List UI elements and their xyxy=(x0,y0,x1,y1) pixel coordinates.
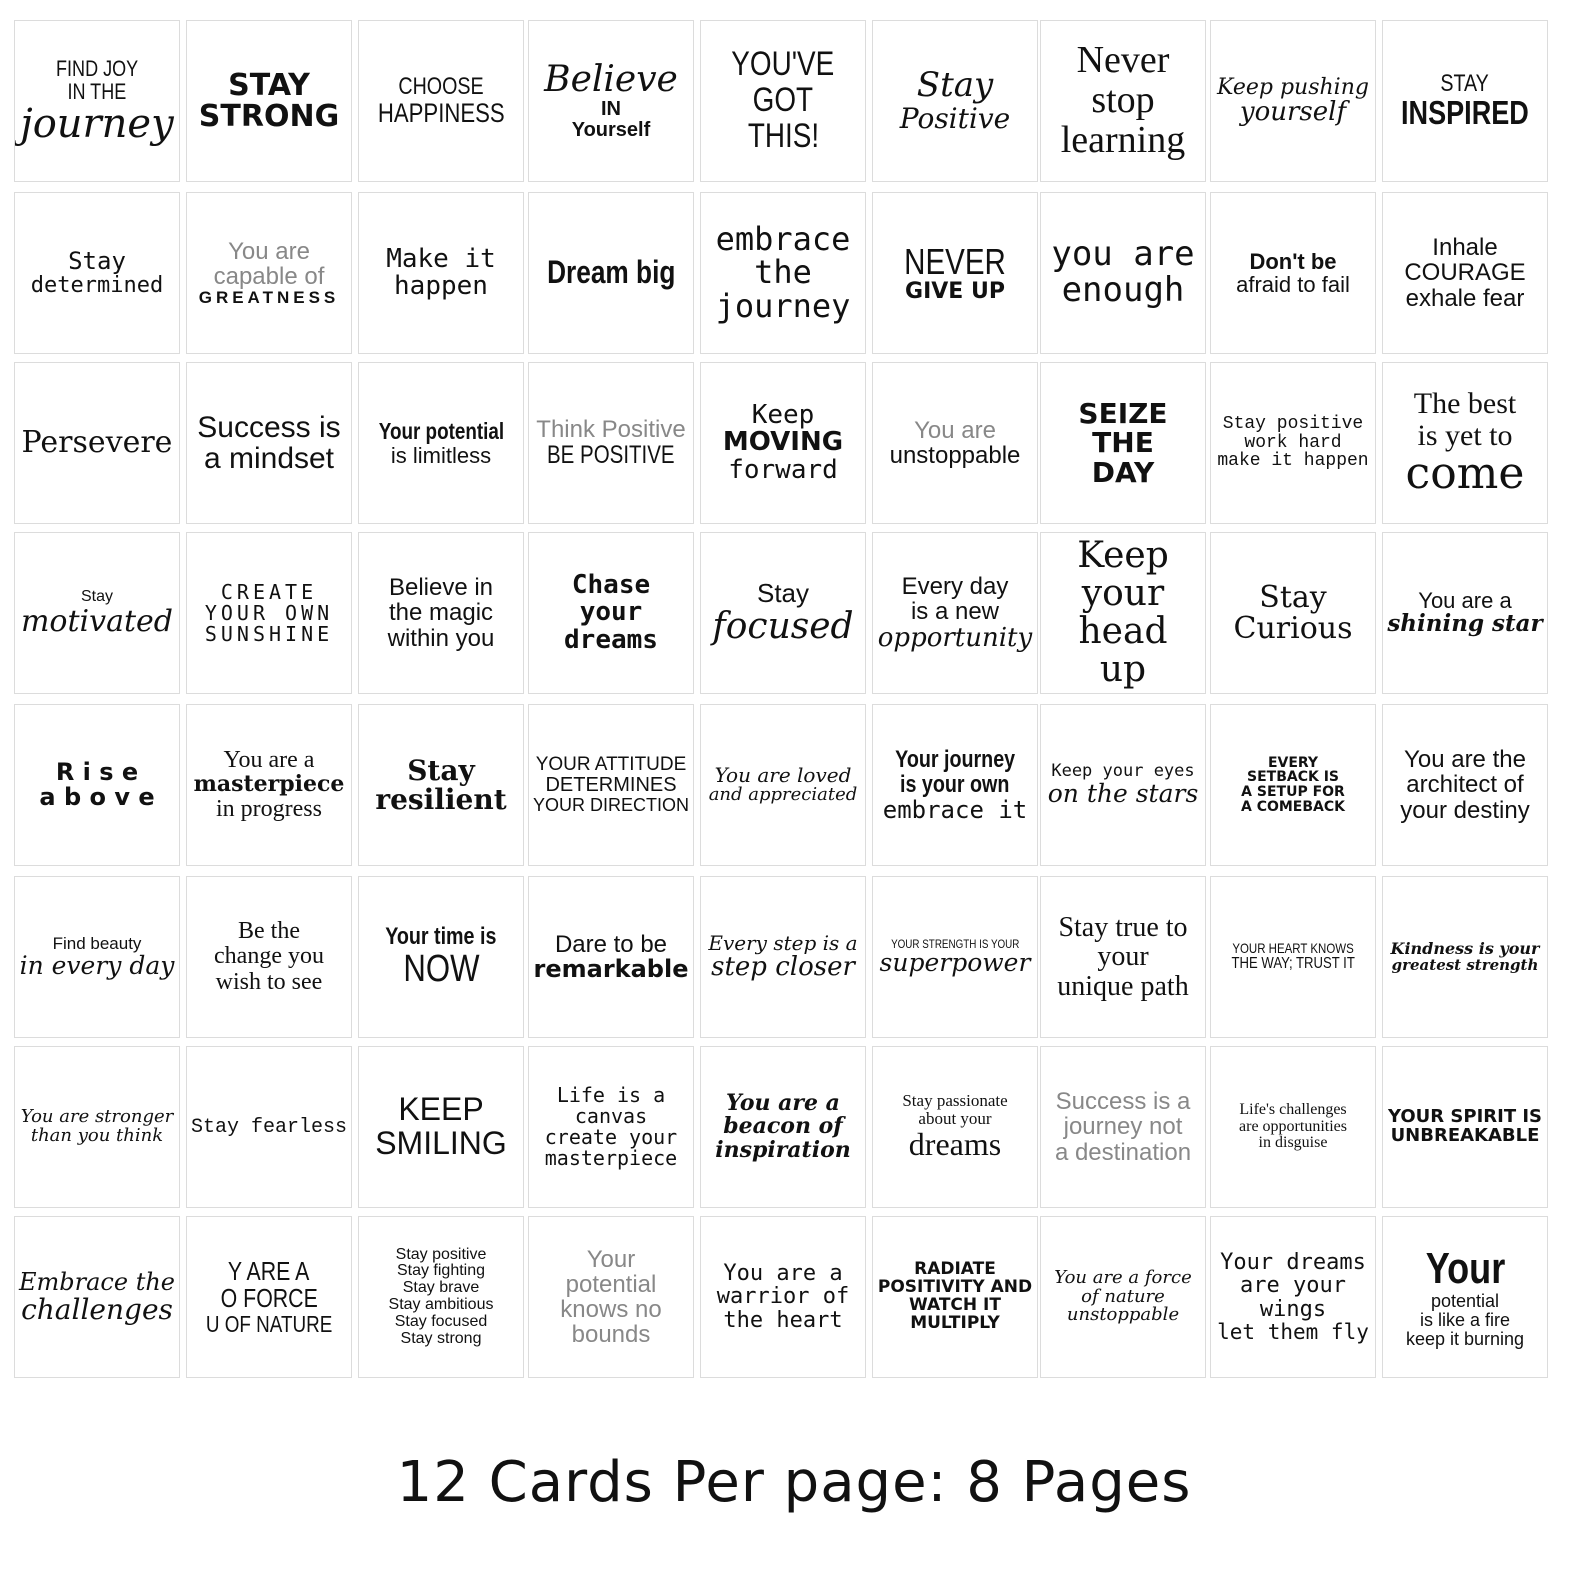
quote-card xyxy=(528,192,694,354)
card-text-line: forward xyxy=(728,454,838,485)
card-text-line: THIS! xyxy=(747,116,819,155)
card-text-line: Stay fearless xyxy=(190,1115,348,1139)
card-text-line: STAY xyxy=(228,67,310,103)
card-text-line: dreams xyxy=(908,1126,1002,1163)
card-text-line: determined xyxy=(30,273,164,299)
card-text-line: UNBREAKABLE xyxy=(1390,1125,1540,1146)
card-text-line: R i s e xyxy=(55,757,139,786)
card-text-line: your xyxy=(1081,573,1165,615)
card-text-line: Keep pushing xyxy=(1217,74,1369,100)
quote-card xyxy=(358,1216,524,1378)
card-text-line: Stay brave xyxy=(402,1279,480,1297)
quote-card xyxy=(872,20,1038,182)
quote-card xyxy=(528,1046,694,1208)
card-text-line: YOUR DIRECTION xyxy=(533,795,690,816)
card-text-line: canvas xyxy=(574,1104,648,1128)
quote-card xyxy=(14,192,180,354)
card-text-line: in progress xyxy=(216,795,322,822)
quote-card xyxy=(1210,362,1376,524)
card-text-line: U OF NATURE xyxy=(205,1311,333,1338)
quote-card xyxy=(14,1046,180,1208)
card-text-line: unique path xyxy=(1057,970,1189,1002)
card-text-line: Your potential xyxy=(378,418,504,445)
card-text-line: WATCH IT xyxy=(909,1295,1001,1315)
quote-card xyxy=(528,876,694,1038)
card-text-line: RADIATE xyxy=(914,1259,996,1280)
card-text-line: architect of xyxy=(1406,771,1524,799)
quote-card xyxy=(1382,704,1548,866)
quote-card xyxy=(700,1216,866,1378)
card-text-line: Stay xyxy=(80,587,113,605)
card-text-line: journey xyxy=(715,286,851,325)
card-text-line: your xyxy=(1097,941,1149,973)
quote-card xyxy=(1040,20,1206,182)
card-text-line: within you xyxy=(387,624,495,652)
quote-card xyxy=(1382,192,1548,354)
card-text-line: you are xyxy=(1051,234,1195,275)
card-text-line: IN THE xyxy=(67,79,127,104)
card-text-line: come xyxy=(1405,448,1525,500)
card-text-line: Curious xyxy=(1233,611,1353,646)
quote-card xyxy=(1382,1216,1548,1378)
quote-card xyxy=(528,20,694,182)
card-text-line: BE POSITIVE xyxy=(547,441,675,470)
card-text-line: O FORCE xyxy=(220,1282,318,1313)
card-text-line: NOW xyxy=(402,947,480,990)
card-text-line: Embrace the xyxy=(19,1267,175,1296)
card-text-line: in every day xyxy=(19,950,175,980)
card-text-line: exhale fear xyxy=(1405,284,1525,312)
quote-card xyxy=(186,876,352,1038)
quote-card xyxy=(358,362,524,524)
quote-card xyxy=(1040,704,1206,866)
card-text-line: masterpiece xyxy=(193,771,345,798)
card-text-line: Dream big xyxy=(546,254,676,291)
card-text-line: change you xyxy=(214,943,324,970)
card-text-line: stop xyxy=(1091,79,1155,122)
card-text-line: potential xyxy=(1430,1290,1500,1311)
card-text-line: MULTIPLY xyxy=(910,1312,1000,1333)
card-text-line: YOUR STRENGTH IS YOUR xyxy=(890,936,1020,951)
quote-card xyxy=(186,704,352,866)
quote-card xyxy=(1210,1046,1376,1208)
quote-card xyxy=(700,362,866,524)
card-text-line: knows no xyxy=(560,1296,662,1323)
card-text-line: learning xyxy=(1060,118,1186,161)
quote-card xyxy=(872,1216,1038,1378)
card-text-line: Kindness is your xyxy=(1390,938,1540,958)
card-text-line: shining star xyxy=(1387,610,1543,638)
card-text-line: opportunity xyxy=(877,622,1033,653)
card-text-line: KEEP xyxy=(398,1091,484,1128)
quote-card xyxy=(1040,532,1206,694)
card-text-line: Think Positive xyxy=(536,416,686,444)
card-text-line: of nature xyxy=(1081,1285,1165,1307)
quote-card xyxy=(872,362,1038,524)
card-text-line: Don't be xyxy=(1249,248,1337,274)
card-text-line: Never xyxy=(1076,39,1170,82)
card-text-line: a mindset xyxy=(203,442,335,475)
card-text-line: challenges xyxy=(21,1292,173,1326)
card-text-line: embrace xyxy=(715,219,851,258)
card-text-line: YOUR SPIRIT IS xyxy=(1387,1106,1543,1128)
card-text-line: You are xyxy=(914,416,996,444)
card-text-line: Stay xyxy=(68,246,126,275)
card-text-line: masterpiece xyxy=(544,1146,678,1170)
quote-card xyxy=(700,876,866,1038)
card-text-line: create your xyxy=(544,1125,678,1149)
card-text-line: about your xyxy=(918,1109,992,1129)
card-text-line: Your time is xyxy=(385,923,497,951)
card-text-line: Yourself xyxy=(571,118,651,141)
card-text-line: THE xyxy=(1092,426,1154,460)
quote-card xyxy=(358,876,524,1038)
card-text-line: Find beauty xyxy=(52,933,142,953)
card-text-line: MOVING xyxy=(722,427,844,458)
card-text-line: happen xyxy=(394,271,488,301)
card-text-line: You are loved xyxy=(714,763,852,788)
card-text-line: work hard xyxy=(1244,432,1342,453)
card-text-line: A SETUP FOR xyxy=(1241,784,1345,800)
quote-card xyxy=(14,532,180,694)
card-text-line: afraid to fail xyxy=(1236,272,1350,297)
card-text-line: journey xyxy=(20,101,174,148)
card-text-line: DETERMINES xyxy=(545,774,677,797)
card-text-line: YOUR OWN xyxy=(204,600,334,625)
card-text-line: Believe xyxy=(544,59,678,101)
quote-card xyxy=(1040,876,1206,1038)
card-text-line: superpower xyxy=(879,948,1031,978)
card-text-line: Your journey xyxy=(895,746,1015,774)
card-text-line: wings xyxy=(1259,1296,1327,1322)
card-text-line: Be the xyxy=(238,918,300,945)
card-text-line: NEVER xyxy=(904,240,1006,282)
quote-card xyxy=(1040,1216,1206,1378)
card-text-line: enough xyxy=(1061,270,1185,310)
quote-card xyxy=(1382,362,1548,524)
footer-caption: 12 Cards Per page: 8 Pages xyxy=(396,1450,1192,1515)
quote-card xyxy=(1210,192,1376,354)
card-text-line: Stay xyxy=(1259,579,1327,615)
card-text-line: head xyxy=(1078,611,1168,652)
quote-card xyxy=(1040,1046,1206,1208)
card-text-line: is a new xyxy=(910,598,1000,626)
card-text-line: Success is xyxy=(197,410,341,444)
quote-card xyxy=(700,704,866,866)
quote-card xyxy=(1210,532,1376,694)
card-text-line: Every step is a xyxy=(708,930,858,955)
quote-card xyxy=(528,704,694,866)
card-text-line: Keep xyxy=(1077,535,1169,577)
card-text-line: SETBACK IS xyxy=(1247,769,1339,786)
card-text-line: INSPIRED xyxy=(1401,94,1529,132)
quote-card xyxy=(1210,704,1376,866)
card-text-line: up xyxy=(1099,648,1147,690)
quote-card xyxy=(1382,1046,1548,1208)
card-text-line: THE WAY; TRUST IT xyxy=(1231,954,1355,972)
card-text-line: You are a xyxy=(1418,588,1512,614)
card-text-line: your destiny xyxy=(1400,796,1530,824)
quote-card xyxy=(700,1046,866,1208)
card-text-line: STRONG xyxy=(198,99,340,134)
quote-card xyxy=(358,20,524,182)
card-text-line: EVERY xyxy=(1267,754,1319,771)
card-text-line: YOUR HEART KNOWS xyxy=(1232,940,1354,957)
card-text-line: beacon of xyxy=(723,1113,843,1140)
card-text-line: focused xyxy=(712,605,854,647)
card-text-line: a destination xyxy=(1054,1138,1192,1166)
quote-card xyxy=(186,532,352,694)
card-text-line: are your xyxy=(1240,1273,1346,1299)
card-text-line: CHOOSE xyxy=(398,73,484,101)
card-text-line: SEIZE xyxy=(1078,396,1168,430)
card-text-line: A COMEBACK xyxy=(1240,798,1345,815)
card-text-line: Stay focused xyxy=(394,1312,488,1330)
quote-card xyxy=(872,192,1038,354)
card-text-line: than you think xyxy=(30,1125,164,1146)
quote-card xyxy=(1210,876,1376,1038)
quote-card xyxy=(1210,1216,1376,1378)
card-text-line: You are stronger xyxy=(20,1106,174,1128)
quote-card xyxy=(1382,532,1548,694)
card-text-line: the heart xyxy=(723,1307,843,1333)
card-text-line: SMILING xyxy=(375,1125,507,1161)
quote-card xyxy=(872,704,1038,866)
card-text-line: keep it burning xyxy=(1405,1328,1525,1349)
quote-card xyxy=(872,876,1038,1038)
card-text-line: Your dreams xyxy=(1220,1250,1366,1276)
card-text-line: FIND JOY xyxy=(55,55,139,81)
card-text-line: SUNSHINE xyxy=(204,621,334,646)
card-text-line: Stay ambitious xyxy=(388,1296,494,1313)
card-text-line: You are the xyxy=(1404,746,1526,774)
card-text-line: yourself xyxy=(1239,96,1347,127)
card-text-line: your xyxy=(579,597,643,628)
quote-card xyxy=(14,876,180,1038)
quote-card xyxy=(186,20,352,182)
card-text-line: Stay xyxy=(407,753,475,787)
card-text-line: IN xyxy=(601,97,621,120)
card-text-line: unstoppable xyxy=(889,442,1021,469)
quote-card xyxy=(358,1046,524,1208)
card-text-line: a b o v e xyxy=(39,783,155,811)
quote-card xyxy=(358,192,524,354)
card-text-line: step closer xyxy=(711,951,855,982)
card-text-line: Your xyxy=(1425,1243,1505,1293)
card-text-line: Positive xyxy=(899,102,1011,136)
card-text-line: GIVE UP xyxy=(905,279,1005,305)
card-text-line: remarkable xyxy=(533,955,689,983)
card-text-line: POSITIVITY AND xyxy=(877,1277,1033,1298)
card-text-line: capable of xyxy=(213,263,325,291)
card-text-line: You are a force xyxy=(1054,1266,1192,1288)
quote-card xyxy=(1210,20,1376,182)
card-text-line: Your xyxy=(586,1245,636,1273)
card-text-line: Keep your eyes xyxy=(1051,760,1195,781)
quote-card xyxy=(1040,362,1206,524)
card-text-line: GREATNESS xyxy=(198,288,340,308)
card-text-line: Chase xyxy=(571,570,651,601)
card-text-line: Believe in xyxy=(388,574,494,602)
quote-card xyxy=(14,20,180,182)
quote-card xyxy=(872,1046,1038,1208)
card-text-line: YOU'VE xyxy=(731,45,835,84)
card-text-line: inspiration xyxy=(715,1136,851,1163)
quote-card xyxy=(186,1046,352,1208)
card-text-line: make it happen xyxy=(1217,451,1369,472)
card-text-line: the magic xyxy=(388,599,494,627)
card-text-line: Keep xyxy=(751,400,815,431)
quote-card xyxy=(872,532,1038,694)
card-text-line: Life is a xyxy=(556,1083,666,1107)
quote-card xyxy=(358,532,524,694)
card-text-line: You are xyxy=(228,237,310,265)
card-text-line: Life's challenges xyxy=(1239,1100,1347,1118)
card-text-line: embrace it xyxy=(882,795,1028,824)
card-text-line: STAY xyxy=(1440,70,1490,98)
card-text-line: You are a xyxy=(723,1261,843,1287)
quote-card xyxy=(700,532,866,694)
card-text-line: and appreciated xyxy=(708,784,858,806)
quote-card xyxy=(186,362,352,524)
card-text-line: Dare to be xyxy=(554,930,668,958)
quote-card xyxy=(1382,20,1548,182)
card-text-line: let them fly xyxy=(1217,1319,1369,1344)
card-text-line: is your own xyxy=(900,771,1010,799)
card-text-line: greatest strength xyxy=(1391,955,1539,974)
card-text-line: resilient xyxy=(375,783,507,816)
card-text-line: The best xyxy=(1413,387,1517,421)
card-text-line: COURAGE xyxy=(1404,259,1526,287)
quote-card xyxy=(528,532,694,694)
card-text-line: Success is a xyxy=(1055,1088,1191,1116)
card-text-line: in disguise xyxy=(1258,1134,1328,1152)
card-text-line: motivated xyxy=(20,603,173,639)
card-text-line: HAPPINESS xyxy=(377,98,505,129)
quote-card xyxy=(14,704,180,866)
card-text-line: DAY xyxy=(1091,455,1155,489)
card-text-line: GOT xyxy=(752,81,814,120)
card-text-line: on the stars xyxy=(1047,778,1199,808)
quote-card xyxy=(358,704,524,866)
card-text-line: Stay xyxy=(756,578,810,609)
card-text-line: CREATE xyxy=(220,579,318,604)
card-text-line: Persevere xyxy=(21,425,173,461)
quote-card xyxy=(528,362,694,524)
card-text-line: Make it xyxy=(386,243,496,274)
card-text-line: Stay strong xyxy=(400,1329,482,1347)
card-text-line: wish to see xyxy=(215,968,323,995)
card-text-line: Inhale xyxy=(1432,234,1498,262)
card-text-line: You are a xyxy=(223,747,315,774)
quote-card xyxy=(700,192,866,354)
card-text-line: Every day xyxy=(901,573,1009,601)
card-text-line: is like a fire xyxy=(1419,1309,1511,1330)
card-text-line: is limitless xyxy=(390,442,492,468)
card-text-line: bounds xyxy=(571,1321,651,1349)
card-text-line: Stay passionate xyxy=(902,1091,1008,1111)
card-text-line: Stay true to xyxy=(1058,911,1188,943)
card-text-line: dreams xyxy=(564,624,658,655)
card-text-line: You are a xyxy=(726,1090,840,1117)
card-text-line: journey not xyxy=(1063,1113,1183,1141)
card-text-line: Stay xyxy=(916,65,994,106)
quote-card xyxy=(14,1216,180,1378)
card-text-line: unstoppable xyxy=(1066,1304,1180,1326)
quote-card xyxy=(700,20,866,182)
quote-card xyxy=(14,362,180,524)
card-text-line: Stay fighting xyxy=(396,1262,486,1280)
card-text-line: potential xyxy=(565,1270,657,1298)
card-text-line: the xyxy=(754,253,812,292)
card-text-line: are opportunities xyxy=(1239,1117,1347,1135)
quote-card xyxy=(1040,192,1206,354)
card-text-line: is yet to xyxy=(1417,418,1513,452)
card-text-line: YOUR ATTITUDE xyxy=(535,754,687,776)
card-text-line: Y ARE A xyxy=(228,1255,310,1286)
card-text-line: Stay positive xyxy=(395,1245,487,1263)
quote-card xyxy=(1382,876,1548,1038)
quote-card xyxy=(528,1216,694,1378)
card-text-line: Stay positive xyxy=(1222,413,1364,434)
card-text-line: warrior of xyxy=(716,1284,850,1310)
quote-card xyxy=(186,1216,352,1378)
quote-card xyxy=(186,192,352,354)
